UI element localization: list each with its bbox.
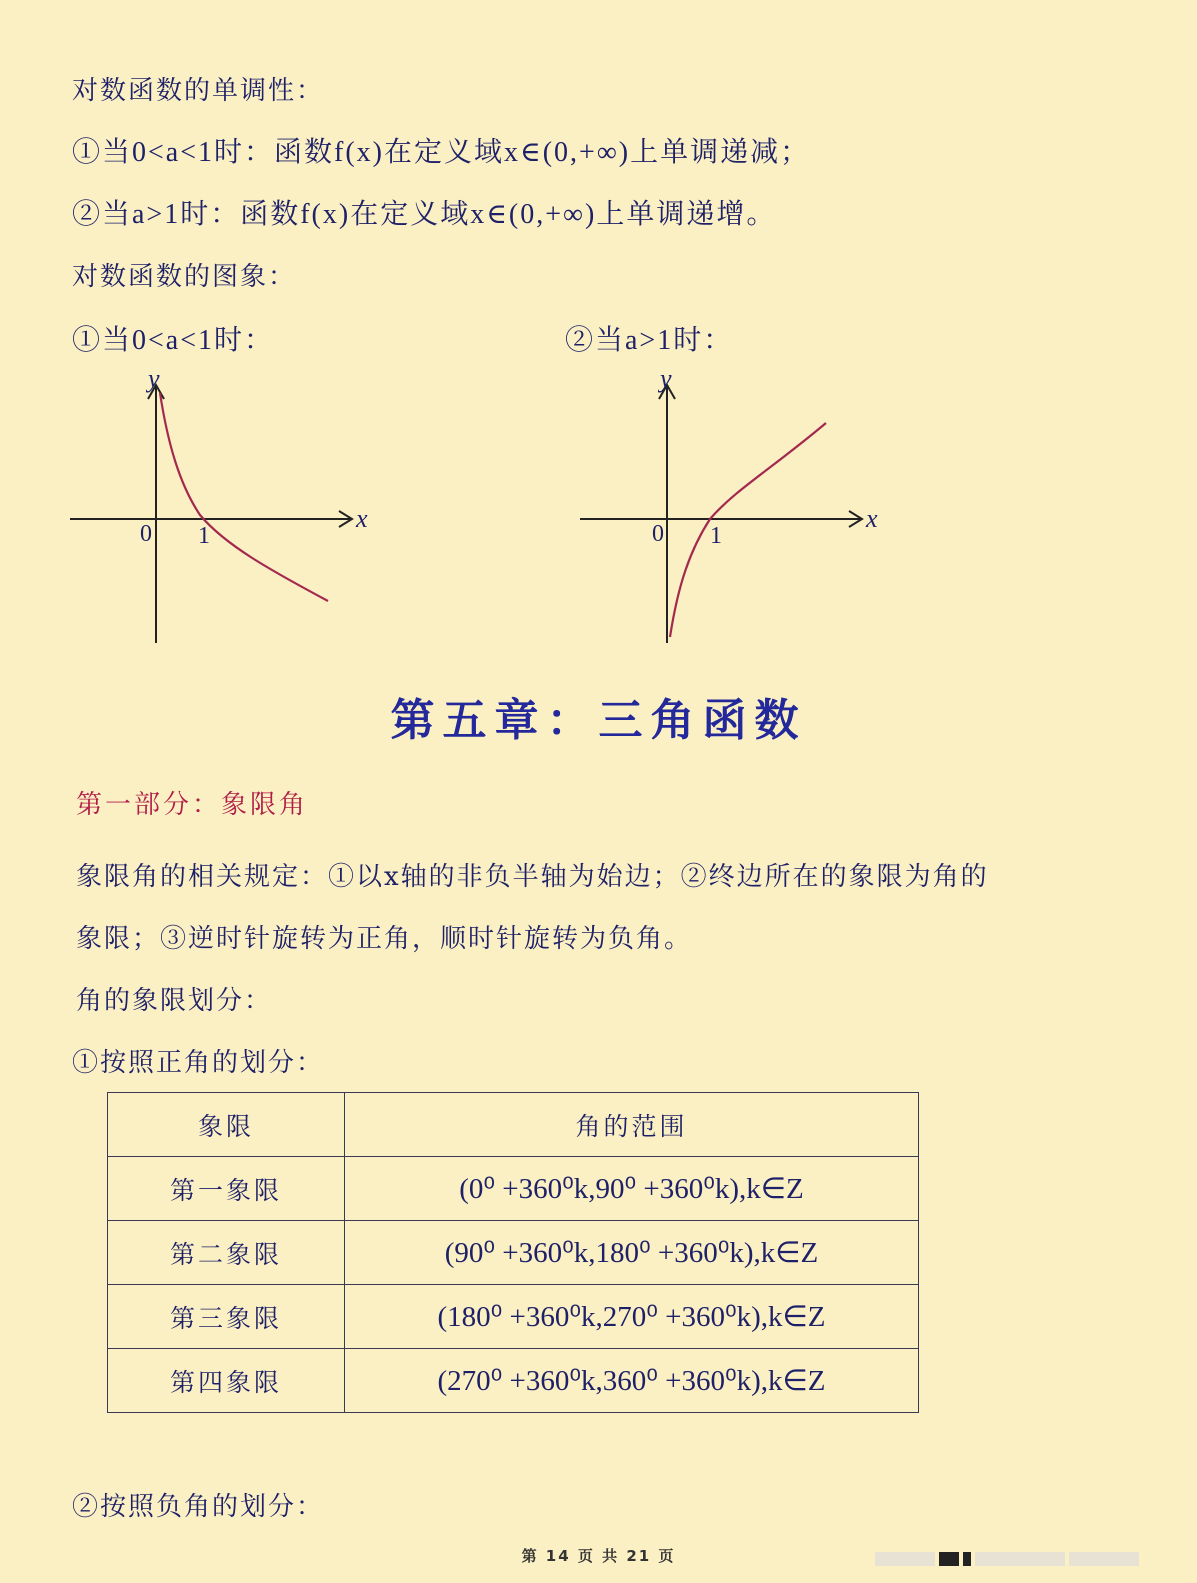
positive-angle-heading: ①按照正角的划分： xyxy=(72,1048,325,1078)
range-cell: (90⁰ +360⁰k,180⁰ +360⁰k),k∈Z xyxy=(345,1221,919,1285)
monotonicity-case-1: ①当0<a<1时：函数f(x)在定义域x∈(0,+∞)上单调递减； xyxy=(72,137,811,168)
range-cell: (0⁰ +360⁰k,90⁰ +360⁰k),k∈Z xyxy=(345,1157,919,1221)
section-title: 第一部分：象限角 xyxy=(76,790,309,820)
origin-label: 0 xyxy=(652,521,664,547)
graph-increasing xyxy=(570,365,900,655)
table-row xyxy=(108,1157,919,1221)
table-row xyxy=(108,1349,919,1413)
x-axis-label: x xyxy=(356,504,368,533)
graph-caption-decreasing: ①当0<a<1时： xyxy=(72,325,275,356)
table-row xyxy=(108,1221,919,1285)
watermark-bar xyxy=(875,1548,1160,1564)
quadrant-table xyxy=(107,1092,919,1413)
quadrant-rules-line-2: 象限；③逆时针旋转为正角，顺时针旋转为负角。 xyxy=(76,924,693,954)
quadrant-cell: 第一象限 xyxy=(108,1157,345,1221)
header-quadrant: 象限 xyxy=(108,1093,345,1157)
graph-heading: 对数函数的图象： xyxy=(72,262,297,292)
graph-caption-increasing: ②当a>1时： xyxy=(565,325,734,356)
quadrant-cell: 第四象限 xyxy=(108,1349,345,1413)
log-curve-increasing xyxy=(670,423,826,637)
tick-one-label: 1 xyxy=(198,523,210,549)
range-cell: (270⁰ +360⁰k,360⁰ +360⁰k),k∈Z xyxy=(345,1349,919,1413)
negative-angle-heading: ②按照负角的划分： xyxy=(72,1492,325,1522)
quadrant-cell: 第二象限 xyxy=(108,1221,345,1285)
y-axis-label: y xyxy=(660,365,672,393)
page-footer: 第 14 页 共 21 页 xyxy=(521,1547,676,1565)
monotonicity-heading: 对数函数的单调性： xyxy=(72,76,325,106)
range-cell: (180⁰ +360⁰k,270⁰ +360⁰k),k∈Z xyxy=(345,1285,919,1349)
quadrant-cell: 第三象限 xyxy=(108,1285,345,1349)
y-axis-label: y xyxy=(148,365,160,393)
table-header-row xyxy=(108,1093,919,1157)
table-row xyxy=(108,1285,919,1349)
graph-decreasing xyxy=(60,365,390,655)
log-curve-decreasing xyxy=(160,393,328,601)
monotonicity-case-2: ②当a>1时：函数f(x)在定义域x∈(0,+∞)上单调递增。 xyxy=(72,199,777,230)
origin-label: 0 xyxy=(140,521,152,547)
division-heading: 角的象限划分： xyxy=(76,986,273,1016)
x-axis-label: x xyxy=(866,504,878,533)
tick-one-label: 1 xyxy=(710,523,722,549)
quadrant-rules-line-1: 象限角的相关规定：①以x轴的非负半轴为始边；②终边所在的象限为角的 xyxy=(76,862,989,892)
chapter-title: 第五章：三角函数 xyxy=(390,695,807,746)
header-range: 角的范围 xyxy=(345,1093,919,1157)
